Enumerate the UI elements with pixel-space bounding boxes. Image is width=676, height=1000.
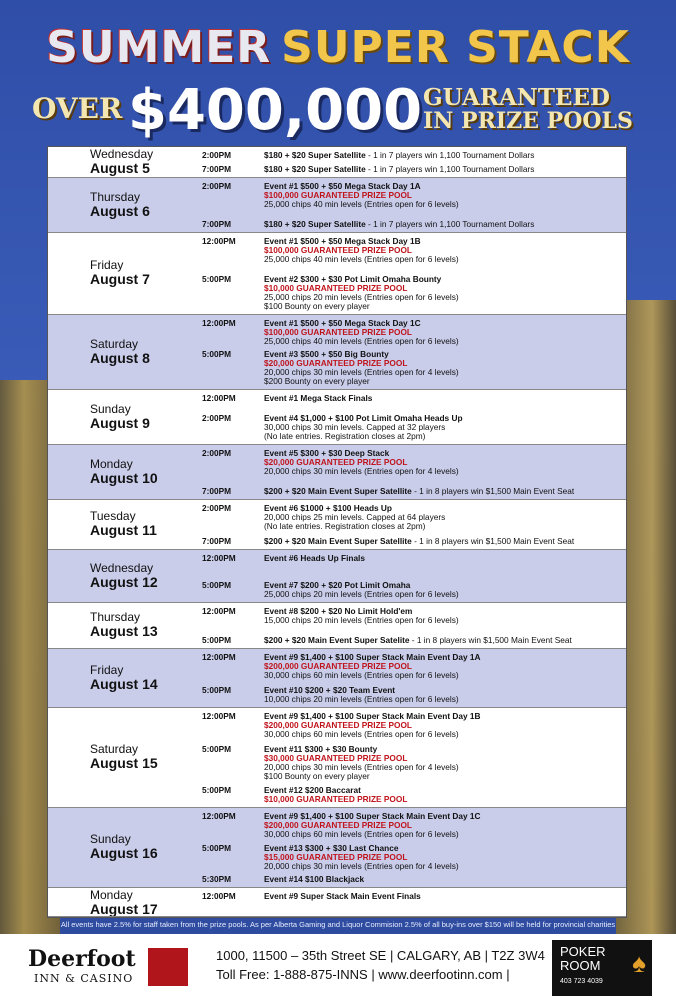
event-text	[264, 653, 626, 680]
ace-card-icon: ♠	[632, 948, 646, 978]
event-detail-inline: - 1 in 7 players win 1,100 Tournament Dollars	[365, 150, 535, 160]
event-detail: 20,000 chips 30 min levels (Entries open for 4 levels)	[264, 466, 459, 476]
event-detail-inline: - 1 in 8 players win $1,500 Main Event Seat	[411, 486, 575, 496]
event-detail: (No late entries. Registration closes at 2pm)	[264, 431, 426, 441]
contact-line: Toll Free: 1-888-875-INNS | www.deerfootinn.com |	[216, 967, 510, 982]
day-label	[90, 403, 150, 431]
subheadline-prize-pools: IN PRIZE POOLS	[423, 108, 633, 134]
schedule-table	[47, 146, 627, 918]
day-name: Sunday	[90, 401, 131, 416]
event-text	[264, 686, 626, 704]
event-time: 12:00PM	[202, 711, 236, 721]
day-date: August 7	[90, 271, 150, 287]
day-date: August 9	[90, 414, 150, 431]
event-title	[264, 220, 626, 229]
event-title-bold: Event #9 $1,400 + $100 Super Stack Main Event Day 1C	[264, 811, 481, 821]
event-time: 5:00PM	[202, 743, 232, 754]
event-title-bold: $200 + $20 Main Event Super Satelite	[264, 635, 410, 645]
event-title-bold: $180 + $20 Super Satellite	[264, 219, 366, 229]
event-detail: 25,000 chips 40 min levels (Entries open for 6 levels)	[264, 336, 459, 346]
event-text	[264, 350, 626, 386]
event-text	[264, 449, 626, 476]
day-label	[90, 510, 157, 538]
event-title-bold: $200 + $20 Main Event Super Satellite	[264, 486, 412, 496]
event-detail-inline: - 1 in 8 players win $1,500 Main Event Seat	[409, 635, 572, 645]
event-title-bold: $180 + $20 Super Satellite	[264, 164, 366, 174]
schedule-row	[48, 390, 626, 445]
event-title-bold: Event #2 $300 + $30 Pot Limit Omaha Bounty	[264, 274, 442, 284]
event-detail-inline: - 1 in 8 players win $1,500 Main Event Seat	[411, 536, 575, 546]
subheadline-guaranteed: GUARANTEED	[423, 84, 610, 111]
event-text	[264, 892, 626, 901]
day-date: August 11	[90, 522, 157, 538]
event-time: 2:00PM	[202, 448, 232, 458]
event-detail: 15,000 chips 20 min levels (Entries open for 6 levels)	[264, 615, 459, 625]
event-time: 7:00PM	[202, 536, 232, 546]
event-detail: 30,000 chips 60 min levels (Entries open for 6 levels)	[264, 670, 459, 680]
logo-main-text: Deerfoot	[28, 946, 136, 972]
headline	[0, 22, 676, 73]
day-name: Wednesday	[90, 147, 154, 161]
schedule-row	[48, 708, 626, 808]
event-title-bold: Event #1 Mega Stack Finals	[264, 393, 373, 403]
event-text	[264, 237, 626, 264]
event-time: 7:00PM	[202, 164, 232, 174]
event-time: 12:00PM	[202, 553, 236, 563]
day-label	[90, 562, 158, 590]
schedule-row	[48, 550, 626, 603]
day-date: August 17	[90, 901, 158, 917]
event-detail: 25,000 chips 20 min levels (Entries open for 6 levels)	[264, 292, 459, 302]
deerfoot-logo	[24, 944, 192, 990]
event-guarantee: $100,000 GUARANTEED PRIZE POOL	[264, 245, 413, 255]
event-text	[264, 487, 626, 496]
event-text	[264, 745, 626, 781]
event-title-bold: Event #4 $1,000 + $100 Pot Limit Omaha Heads Up	[264, 413, 463, 423]
event-text	[264, 712, 626, 739]
event-time: 5:00PM	[202, 842, 232, 853]
day-name: Thursday	[90, 610, 141, 624]
event-title-bold: Event #13 $300 + $30 Last Chance	[264, 842, 399, 853]
day-label	[90, 191, 150, 219]
day-label	[90, 148, 153, 176]
event-guarantee: $20,000 GUARANTEED PRIZE POOL	[264, 358, 408, 368]
day-name: Monday	[90, 456, 133, 471]
event-title	[264, 165, 626, 174]
event-text	[264, 875, 626, 884]
event-title-bold: Event #1 $500 + $50 Mega Stack Day 1A	[264, 181, 421, 191]
day-name: Monday	[90, 888, 133, 902]
day-label	[90, 743, 158, 771]
event-time: 5:00PM	[202, 349, 232, 359]
subheadline-amount: $400,000	[128, 78, 423, 143]
event-text	[264, 607, 626, 625]
event-detail: 25,000 chips 40 min levels (Entries open for 6 levels)	[264, 199, 459, 209]
event-text	[264, 394, 626, 403]
subheadline-over: OVER	[32, 92, 123, 125]
event-title-bold: Event #11 $300 + $30 Bounty	[264, 743, 378, 754]
event-text	[264, 275, 626, 311]
event-guarantee: $10,000 GUARANTEED PRIZE POOL	[264, 283, 408, 293]
headline-super-stack: SUPER STACK	[281, 22, 630, 73]
event-detail: $100 Bounty on every player	[264, 770, 370, 781]
event-title-bold: Event #9 Super Stack Main Event Finals	[264, 891, 421, 901]
schedule-row	[48, 147, 626, 178]
event-detail: 20,000 chips 30 min levels (Entries open for 4 levels)	[264, 367, 459, 377]
event-detail: 25,000 chips 20 min levels (Entries open for 6 levels)	[264, 589, 459, 599]
schedule-row	[48, 445, 626, 500]
event-time: 12:00PM	[202, 236, 236, 246]
event-guarantee: $10,000 GUARANTEED PRIZE POOL	[264, 794, 408, 804]
day-date: August 14	[90, 675, 158, 692]
event-title-bold: Event #7 $200 + $20 Pot Limit Omaha	[264, 580, 411, 590]
event-detail: 30,000 chips 60 min levels (Entries open for 6 levels)	[264, 729, 459, 739]
event-title-bold: Event #9 $1,400 + $100 Super Stack Main Event Day 1B	[264, 711, 481, 721]
logo-sub-text: INN & CASINO	[34, 972, 134, 985]
horse-emblem-icon	[148, 948, 188, 986]
day-label	[90, 889, 158, 917]
event-detail: 20,000 chips 25 min levels. Capped at 64 players	[264, 512, 446, 522]
event-text	[264, 786, 626, 804]
event-time: 12:00PM	[202, 891, 236, 901]
headline-summer: SUMMER	[46, 22, 272, 73]
day-name: Friday	[90, 258, 124, 272]
day-label	[90, 338, 150, 366]
day-name: Saturday	[90, 742, 139, 756]
day-date: August 15	[90, 755, 158, 771]
event-detail: 10,000 chips 20 min levels (Entries open for 6 levels)	[264, 694, 459, 704]
event-text	[264, 844, 626, 871]
day-name: Wednesday	[90, 560, 154, 575]
event-guarantee: $200,000 GUARANTEED PRIZE POOL	[264, 720, 413, 730]
event-time: 5:00PM	[202, 685, 232, 695]
event-title-bold: Event #6 $1000 + $100 Heads Up	[264, 503, 392, 513]
event-title-bold: Event #6 Heads Up Finals	[264, 553, 365, 563]
event-text	[264, 504, 626, 531]
event-time: 7:00PM	[202, 486, 232, 496]
event-text	[264, 537, 626, 546]
day-date: August 10	[90, 469, 158, 486]
day-date: August 6	[90, 202, 150, 219]
day-date: August 12	[90, 573, 158, 590]
poker-label: POKER	[560, 944, 606, 959]
day-label	[90, 458, 158, 486]
event-title-bold: $180 + $20 Super Satellite	[264, 150, 366, 160]
event-guarantee: $15,000 GUARANTEED PRIZE POOL	[264, 851, 408, 862]
event-title-bold: $200 + $20 Main Event Super Satellite	[264, 536, 412, 546]
day-label	[90, 611, 158, 639]
event-time: 5:00PM	[202, 580, 232, 590]
event-time: 5:00PM	[202, 785, 232, 795]
address-line: 1000, 11500 – 35th Street SE | CALGARY, AB | T2Z 3W4	[216, 948, 545, 963]
event-time: 12:00PM	[202, 811, 236, 821]
day-label	[90, 833, 158, 861]
event-detail: 20,000 chips 30 min levels (Entries open for 4 levels)	[264, 860, 459, 871]
event-title-bold: Event #12 $200 Baccarat	[264, 785, 361, 795]
event-text	[264, 812, 626, 839]
subheadline	[28, 78, 648, 142]
day-label	[90, 259, 150, 287]
event-text	[264, 581, 626, 599]
poker-phone: 403 723 4039	[560, 978, 603, 985]
event-text	[264, 636, 626, 645]
event-time: 12:00PM	[202, 393, 236, 403]
event-time: 5:00PM	[202, 635, 232, 645]
event-time: 5:00PM	[202, 274, 232, 284]
event-title-bold: Event #10 $200 + $20 Team Event	[264, 685, 396, 695]
day-label	[90, 664, 158, 692]
event-guarantee: $200,000 GUARANTEED PRIZE POOL	[264, 661, 413, 671]
event-detail: $100 Bounty on every player	[264, 301, 370, 311]
event-detail-inline: - 1 in 7 players win 1,100 Tournament Dollars	[365, 164, 535, 174]
event-detail: 30,000 chips 60 min levels (Entries open for 6 levels)	[264, 829, 459, 839]
day-date: August 13	[90, 623, 158, 639]
event-text	[264, 319, 626, 346]
event-title-bold: Event #3 $500 + $50 Big Bounty	[264, 349, 389, 359]
event-guarantee: $200,000 GUARANTEED PRIZE POOL	[264, 820, 413, 830]
schedule-row	[48, 315, 626, 390]
event-time: 5:30PM	[202, 874, 232, 884]
event-time: 12:00PM	[202, 606, 236, 616]
event-detail: (No late entries. Registration closes at 2pm)	[264, 521, 426, 531]
day-name: Friday	[90, 662, 124, 677]
schedule-row	[48, 603, 626, 649]
event-title-bold: Event #9 $1,400 + $100 Super Stack Main Event Day 1A	[264, 652, 481, 662]
event-title	[264, 892, 626, 901]
event-time: 2:00PM	[202, 503, 232, 513]
event-title-bold: Event #1 $500 + $50 Mega Stack Day 1B	[264, 236, 421, 246]
room-label: ROOM	[560, 958, 601, 973]
event-time: 12:00PM	[202, 652, 236, 662]
schedule-row	[48, 500, 626, 550]
event-title-bold: Event #8 $200 + $20 No Limit Hold'em	[264, 606, 413, 616]
poker-room-logo	[552, 940, 652, 996]
footer	[0, 934, 676, 1000]
event-guarantee: $100,000 GUARANTEED PRIZE POOL	[264, 327, 413, 337]
event-text	[264, 220, 626, 229]
event-detail: $200 Bounty on every player	[264, 376, 370, 386]
day-date: August 16	[90, 845, 158, 861]
event-guarantee: $100,000 GUARANTEED PRIZE POOL	[264, 190, 413, 200]
fine-print-note: All events have 2.5% for staff taken from the prize pools. As per Alberta Gaming and Liquor Commision 2.5% of all buy-ins over $150 will be held for provincial charities	[60, 920, 616, 929]
event-guarantee: $30,000 GUARANTEED PRIZE POOL	[264, 752, 408, 763]
event-detail: 20,000 chips 30 min levels (Entries open for 4 levels)	[264, 761, 459, 772]
contact-block	[216, 946, 545, 984]
day-date: August 5	[90, 160, 150, 176]
event-time: 2:00PM	[202, 413, 232, 423]
event-text	[264, 414, 626, 441]
event-title-bold: Event #1 $500 + $50 Mega Stack Day 1C	[264, 318, 421, 328]
event-title	[264, 394, 626, 403]
event-time: 2:00PM	[202, 150, 232, 160]
event-detail-inline: - 1 in 7 players win 1,100 Tournament Dollars	[365, 219, 535, 229]
event-title	[264, 554, 626, 563]
event-title	[264, 636, 626, 645]
event-text	[264, 165, 626, 174]
event-text	[264, 554, 626, 563]
day-name: Tuesday	[90, 509, 136, 523]
schedule-row	[48, 649, 626, 708]
schedule-row	[48, 888, 626, 917]
event-title-bold: Event #5 $300 + $30 Deep Stack	[264, 448, 390, 458]
event-time: 2:00PM	[202, 181, 232, 191]
day-name: Saturday	[90, 336, 139, 351]
event-detail: 25,000 chips 40 min levels (Entries open for 6 levels)	[264, 254, 459, 264]
event-time: 7:00PM	[202, 219, 232, 229]
schedule-row	[48, 233, 626, 315]
event-title	[264, 151, 626, 160]
day-name: Sunday	[90, 832, 131, 846]
event-text	[264, 151, 626, 160]
schedule-row	[48, 808, 626, 888]
event-title	[264, 537, 626, 546]
event-title	[264, 487, 626, 496]
event-title-bold: Event #14 $100 Blackjack	[264, 874, 365, 884]
event-detail: 30,000 chips 30 min levels. Capped at 32 players	[264, 422, 446, 432]
event-text	[264, 182, 626, 209]
day-date: August 8	[90, 349, 150, 366]
event-guarantee: $20,000 GUARANTEED PRIZE POOL	[264, 457, 408, 467]
event-time: 12:00PM	[202, 318, 236, 328]
day-name: Thursday	[90, 189, 141, 204]
schedule-row	[48, 178, 626, 233]
event-title	[264, 875, 626, 884]
